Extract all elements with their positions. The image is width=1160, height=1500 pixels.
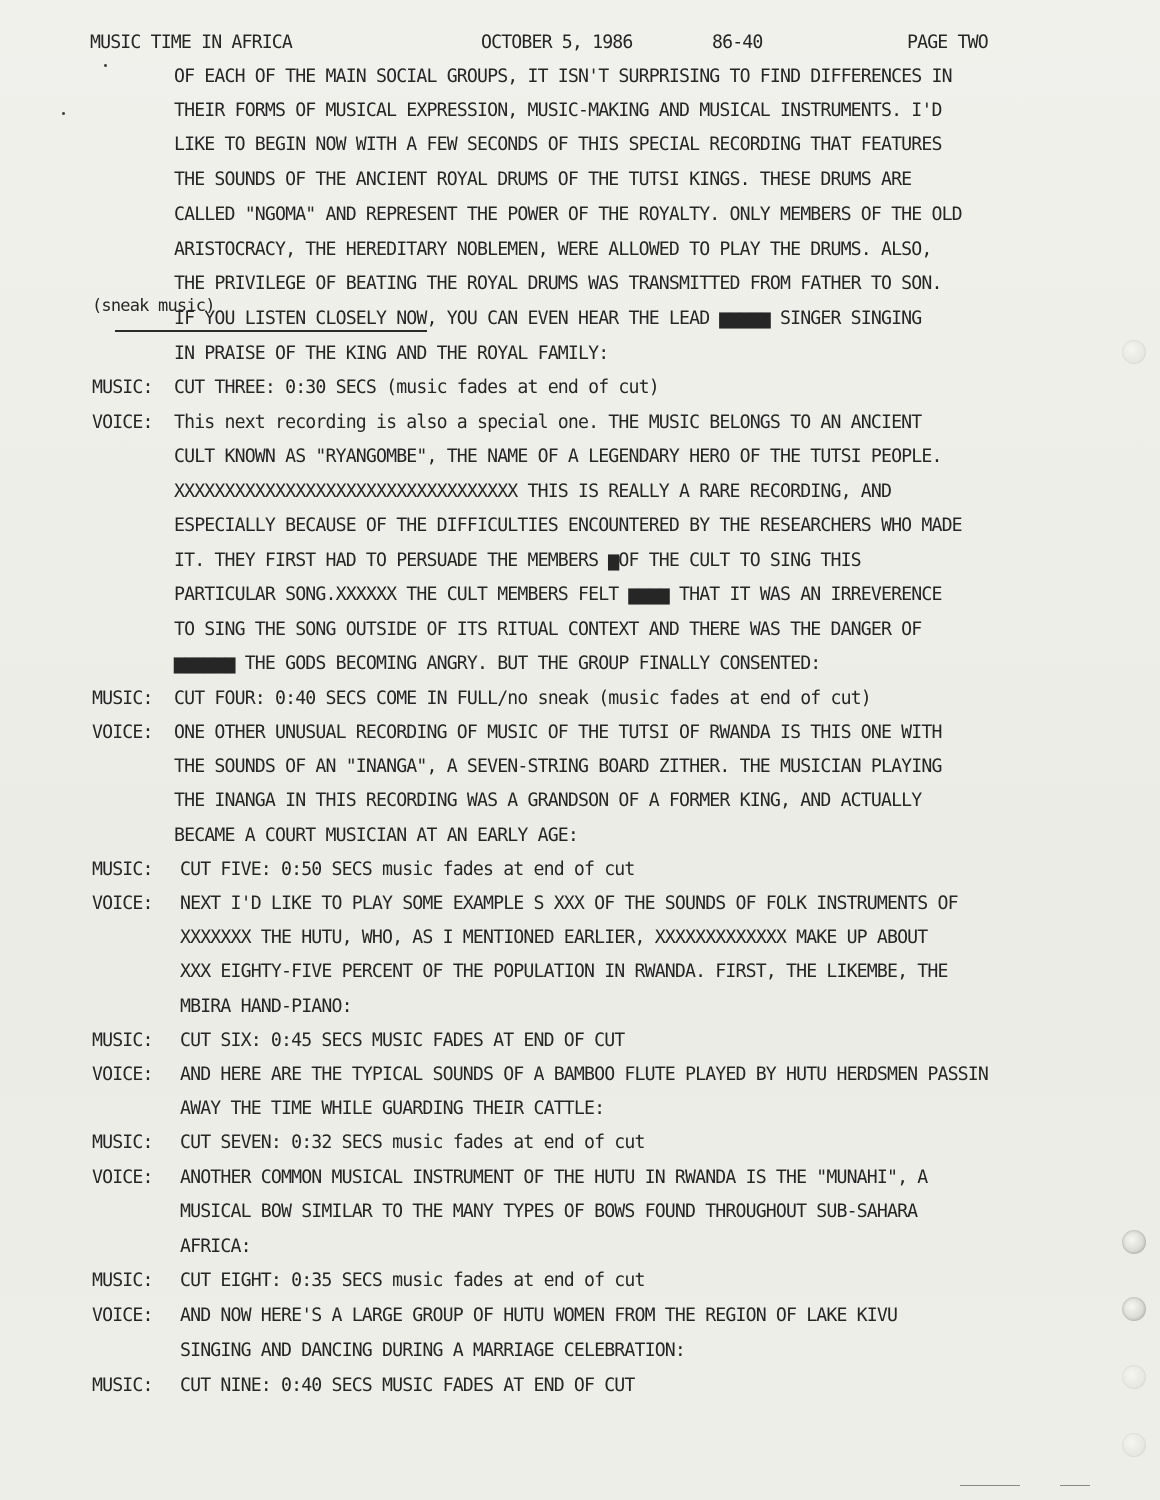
script-line: XXX EIGHTY-FIVE PERCENT OF THE POPULATION IN RWANDA. FIRST, THE LIKEMBE, THE <box>180 961 948 982</box>
cue-text: CUT FOUR: 0:40 SECS COME IN FULL/no sneak (music fades at end of cut) <box>174 688 871 709</box>
cue-label: MUSIC: <box>92 1270 153 1291</box>
script-line: PARTICULAR SONG.XXXXXX THE CULT MEMBERS FELT ▆▆▆▆ THAT IT WAS AN IRREVERENCE <box>174 584 942 605</box>
cue-text: CUT NINE: 0:40 SECS MUSIC FADES AT END OF CUT <box>180 1375 635 1396</box>
script-line: CALLED "NGOMA" AND REPRESENT THE POWER OF THE ROYALTY. ONLY MEMBERS OF THE OLD <box>174 204 962 225</box>
ink-speck <box>62 112 65 115</box>
cue-text: AND HERE ARE THE TYPICAL SOUNDS OF A BAMBOO FLUTE PLAYED BY HUTU HERDSMEN PASSIN <box>180 1064 988 1085</box>
script-line: THE PRIVILEGE OF BEATING THE ROYAL DRUMS WAS TRANSMITTED FROM FATHER TO SON. <box>174 273 942 294</box>
script-line: BECAME A COURT MUSICIAN AT AN EARLY AGE: <box>174 825 578 846</box>
program-title: MUSIC TIME IN AFRICA <box>90 32 292 53</box>
cue-text: CUT EIGHT: 0:35 SECS music fades at end of cut <box>180 1270 645 1291</box>
script-line: THE INANGA IN THIS RECORDING WAS A GRANDSON OF A FORMER KING, AND ACTUALLY <box>174 790 922 811</box>
script-line: ▆▆▆▆▆▆ THE GODS BECOMING ANGRY. BUT THE GROUP FINALLY CONSENTED: <box>174 653 821 674</box>
script-line: CULT KNOWN AS "RYANGOMBE", THE NAME OF A LEGENDARY HERO OF THE TUTSI PEOPLE. <box>174 446 942 467</box>
cue-text: ANOTHER COMMON MUSICAL INSTRUMENT OF THE HUTU IN RWANDA IS THE "MUNAHI", A <box>180 1167 928 1188</box>
cue-label: VOICE: <box>92 1305 153 1326</box>
handwritten-underline <box>115 330 427 332</box>
header-date: OCTOBER 5, 1986 <box>481 32 633 53</box>
cue-label: VOICE: <box>92 1167 153 1188</box>
cue-label: MUSIC: <box>92 377 153 398</box>
page-label: PAGE TWO <box>907 32 988 53</box>
script-line: XXXXXXX THE HUTU, WHO, AS I MENTIONED EARLIER, XXXXXXXXXXXXX MAKE UP ABOUT <box>180 927 928 948</box>
cue-label: VOICE: <box>92 893 153 914</box>
script-line: SINGING AND DANCING DURING A MARRIAGE CELEBRATION: <box>180 1340 685 1361</box>
script-line: IF YOU LISTEN CLOSELY NOW, YOU CAN EVEN HEAR THE LEAD ▆▆▆▆▆ SINGER SINGING <box>174 308 922 329</box>
script-line: IT. THEY FIRST HAD TO PERSUADE THE MEMBERS ▆OF THE CULT TO SING THIS <box>174 550 861 571</box>
cue-label: MUSIC: <box>92 1375 153 1396</box>
script-line: ARISTOCRACY, THE HEREDITARY NOBLEMEN, WERE ALLOWED TO PLAY THE DRUMS. ALSO, <box>174 239 932 260</box>
margin-note: (sneak music) <box>92 296 215 316</box>
binder-hole <box>1122 340 1146 364</box>
script-line: LIKE TO BEGIN NOW WITH A FEW SECONDS OF THIS SPECIAL RECORDING THAT FEATURES <box>174 134 942 155</box>
cue-label: MUSIC: <box>92 688 153 709</box>
script-line: AFRICA: <box>180 1236 251 1257</box>
header-number: 86-40 <box>712 32 763 53</box>
script-line: THE SOUNDS OF THE ANCIENT ROYAL DRUMS OF THE TUTSI KINGS. THESE DRUMS ARE <box>174 169 912 190</box>
cue-text: AND NOW HERE'S A LARGE GROUP OF HUTU WOMEN FROM THE REGION OF LAKE KIVU <box>180 1305 898 1326</box>
script-line: AWAY THE TIME WHILE GUARDING THEIR CATTLE: <box>180 1098 605 1119</box>
binder-hole <box>1122 1433 1146 1457</box>
cue-label: MUSIC: <box>92 1132 153 1153</box>
cue-text: NEXT I'D LIKE TO PLAY SOME EXAMPLE S XXX OF THE SOUNDS OF FOLK INSTRUMENTS OF <box>180 893 958 914</box>
cue-text: ONE OTHER UNUSUAL RECORDING OF MUSIC OF THE TUTSI OF RWANDA IS THIS ONE WITH <box>174 722 942 743</box>
scan-line <box>1060 1485 1090 1486</box>
cue-label: VOICE: <box>92 722 153 743</box>
binder-hole <box>1122 1297 1146 1321</box>
cue-label: MUSIC: <box>92 1030 153 1051</box>
cue-label: MUSIC: <box>92 859 153 880</box>
script-line: THEIR FORMS OF MUSICAL EXPRESSION, MUSIC-MAKING AND MUSICAL INSTRUMENTS. I'D <box>174 100 942 121</box>
script-line: XXXXXXXXXXXXXXXXXXXXXXXXXXXXXXXXXX THIS IS REALLY A RARE RECORDING, AND <box>174 481 892 502</box>
cue-text: CUT FIVE: 0:50 SECS music fades at end of cut <box>180 859 635 880</box>
script-line: TO SING THE SONG OUTSIDE OF ITS RITUAL CONTEXT AND THERE WAS THE DANGER OF <box>174 619 922 640</box>
cue-label: VOICE: <box>92 1064 153 1085</box>
cue-text: CUT SEVEN: 0:32 SECS music fades at end of cut <box>180 1132 645 1153</box>
cue-label: VOICE: <box>92 412 153 433</box>
script-line: MBIRA HAND-PIANO: <box>180 996 352 1017</box>
script-line: IN PRAISE OF THE KING AND THE ROYAL FAMILY: <box>174 343 609 364</box>
script-line: ESPECIALLY BECAUSE OF THE DIFFICULTIES ENCOUNTERED BY THE RESEARCHERS WHO MADE <box>174 515 962 536</box>
scan-line <box>960 1485 1020 1486</box>
script-line: OF EACH OF THE MAIN SOCIAL GROUPS, IT ISN'T SURPRISING TO FIND DIFFERENCES IN <box>174 66 952 87</box>
binder-hole <box>1122 1365 1146 1389</box>
script-line: THE SOUNDS OF AN "INANGA", A SEVEN-STRING BOARD ZITHER. THE MUSICIAN PLAYING <box>174 756 942 777</box>
script-line: MUSICAL BOW SIMILAR TO THE MANY TYPES OF BOWS FOUND THROUGHOUT SUB-SAHARA <box>180 1201 918 1222</box>
cue-text: This next recording is also a special one. THE MUSIC BELONGS TO AN ANCIENT <box>174 412 922 433</box>
cue-text: CUT THREE: 0:30 SECS (music fades at end of cut) <box>174 377 659 398</box>
cue-text: CUT SIX: 0:45 SECS MUSIC FADES AT END OF CUT <box>180 1030 625 1051</box>
ink-speck <box>104 64 107 67</box>
binder-hole <box>1122 1230 1146 1254</box>
